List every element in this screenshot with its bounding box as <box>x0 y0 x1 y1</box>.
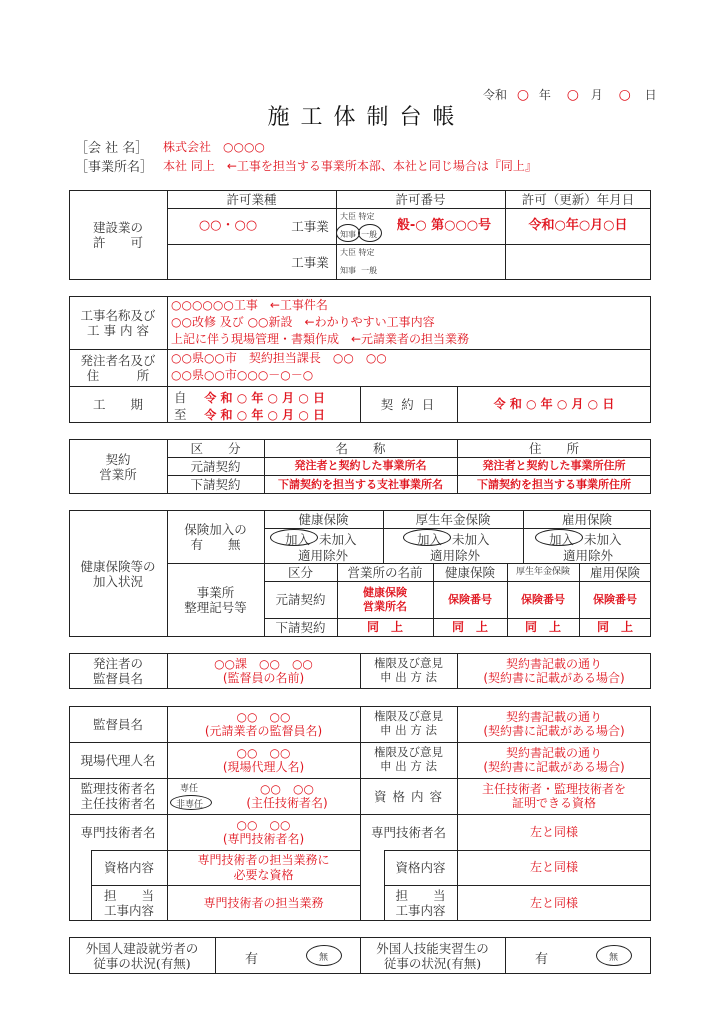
client-label-2: 住 所 <box>86 367 150 383</box>
header-employment: 雇用保険 <box>589 564 640 580</box>
employment-not-joined-option[interactable]: 未加入 <box>584 532 622 547</box>
spec-qual-2: 必要な資格 <box>233 867 294 882</box>
project-name-label-2: 工 事 内 容 <box>87 322 149 338</box>
sub-kind: 下請契約 <box>275 620 326 635</box>
col-permit-date: 許可（更新）年月日 <box>521 191 635 207</box>
client-lines[interactable] <box>171 350 387 384</box>
prime-office-name[interactable] <box>337 581 433 618</box>
foreign-trainees-label <box>360 937 505 974</box>
date-day-unit: 日 <box>644 88 657 102</box>
sub-contract-name[interactable]: 下請契約を担当する支社事業所名 <box>278 477 443 491</box>
sub-office-name[interactable]: 同 上 <box>366 620 403 635</box>
office-value[interactable]: 本社 同上 ←工事を担当する事業所本部、本社と同じ場合は『同上』 <box>163 159 537 173</box>
client-name-line[interactable]: ○○県○○市 契約担当課長 ○○ ○○ <box>171 351 387 365</box>
right-specialist-value[interactable]: 左と同様 <box>529 824 578 839</box>
engineer-qual-2: 証明できる資格 <box>511 796 596 810</box>
health-exempt-option[interactable]: 適用除外 <box>298 548 349 563</box>
sub-employment-number[interactable]: 同 上 <box>596 620 633 635</box>
spec-work-label-2: 工事内容 <box>103 903 154 918</box>
company-label: ［会 社 名］ <box>75 141 149 156</box>
health-joined-circle <box>270 529 318 546</box>
client-supervisor-name: ○○課 ○○ ○○ <box>214 656 313 671</box>
pension-not-joined-option[interactable]: 未加入 <box>452 532 490 547</box>
prime-kind: 元請契約 <box>275 592 326 607</box>
dedicated-option[interactable]: 専任 <box>180 784 199 794</box>
permit-minister-specific[interactable] <box>340 211 375 222</box>
foreign-trainees-yes[interactable]: 有 <box>535 952 549 967</box>
engineer-label-2: 主任技術者名 <box>80 796 156 811</box>
client-method-label-1: 権限及び意見 <box>374 656 443 671</box>
foreign-trainees-label-2: 従事の状況(有無) <box>383 955 482 971</box>
agent-method-label-1: 権限及び意見 <box>374 745 443 760</box>
client-method-value[interactable] <box>457 653 651 689</box>
permit-number-value[interactable]: 般-○ 第○○○号 <box>396 218 492 234</box>
client-method-1: 契約書記載の通り <box>505 656 602 671</box>
project-content-line[interactable]: ○○改修 及び ○○新設 ←わかりやすい工事内容 <box>171 315 435 329</box>
right-work-label-2: 工事内容 <box>395 903 446 918</box>
prime-office-name-2: 営業所名 <box>363 599 407 613</box>
client-label <box>69 349 167 386</box>
date-year-value[interactable]: ○ <box>516 87 530 103</box>
office-code-label <box>167 563 264 637</box>
permit-date-value[interactable]: 令和○年○月○日 <box>528 218 628 234</box>
col-name: 名 称 <box>335 440 386 456</box>
specialist-value[interactable] <box>167 814 360 850</box>
permit-type-value[interactable]: ○○・○○ <box>198 218 258 234</box>
right-specialist-label: 専門技術者名 <box>370 824 446 840</box>
client-supervisor-value[interactable] <box>167 653 360 689</box>
spec-work-label <box>91 885 167 921</box>
enrollment-label <box>167 510 264 563</box>
health-insurance-header: 健康保険 <box>298 511 349 527</box>
right-work-label <box>384 885 457 921</box>
engineer-note: (主任技術者名) <box>246 796 328 810</box>
foreign-trainees-label-1: 外国人技能実習生の <box>376 940 489 956</box>
period-label: 工 期 <box>92 397 143 412</box>
client-supervisor-label-1: 発注者の <box>92 656 143 671</box>
supervisor-method-2: (契約書に記載がある場合) <box>483 724 625 738</box>
supervisor-method-1: 契約書記載の通り <box>505 709 602 724</box>
project-duty-line[interactable]: 上記に伴う現場管理・書類作成 ←元請業者の担当業務 <box>171 332 470 346</box>
project-name-label-1: 工事名称及び <box>80 307 156 323</box>
date-year-unit: 年 <box>538 88 551 102</box>
col-permit-type: 許可業種 <box>226 191 277 207</box>
project-name-label <box>69 296 167 349</box>
period-from-prefix: 自 <box>174 390 187 405</box>
sub-contract-address[interactable]: 下請契約を担当する事業所住所 <box>477 477 631 491</box>
enrollment-label-2: 有 無 <box>190 536 241 552</box>
insurance-label-2: 加入状況 <box>92 573 143 589</box>
specific-option-2[interactable]: 特定 <box>358 248 375 257</box>
period-to-prefix: 至 <box>174 407 187 422</box>
contract-office-label <box>69 439 167 494</box>
foreign-workers-label-1: 外国人建設就労者の <box>85 940 199 956</box>
governor-selected-circle <box>336 224 360 242</box>
permit-governor-general-2[interactable] <box>340 265 377 276</box>
general-option-2[interactable]: 一般 <box>361 266 378 275</box>
pension-insurance-header: 厚生年金保険 <box>415 511 491 527</box>
foreign-trainees-no[interactable]: 無 <box>609 953 619 963</box>
foreign-trainees-no-circle <box>596 945 632 966</box>
foreign-workers-label <box>69 937 215 974</box>
non-dedicated-option[interactable]: 非専任 <box>176 800 204 810</box>
spec-qual-label: 資格内容 <box>103 860 154 875</box>
project-name-line[interactable]: ○○○○○○工事 ←工事件名 <box>171 298 328 312</box>
sub-health-number[interactable]: 同 上 <box>451 620 488 635</box>
supervisor-method-value[interactable] <box>457 706 651 742</box>
enrollment-label-1: 保険加入の <box>184 521 247 537</box>
col-kind: 区 分 <box>190 440 241 456</box>
contract-date-value[interactable]: 令 和 ○ 年 ○ 月 ○ 日 <box>493 397 615 412</box>
spec-work-value[interactable]: 専門技術者の担当業務 <box>203 895 324 910</box>
non-dedicated-circle <box>170 795 212 810</box>
site-agent-label: 現場代理人名 <box>80 752 156 768</box>
insurance-label <box>69 510 167 637</box>
health-joined-option[interactable]: 加入 <box>285 532 311 547</box>
contract-office-label-2: 営業所 <box>99 466 137 482</box>
foreign-workers-yes[interactable]: 有 <box>245 952 259 967</box>
right-work-label-1: 担 当 <box>395 888 446 903</box>
engineer-label-1: 監理技術者名 <box>80 781 156 796</box>
permit-type-suffix-2: 工事業 <box>291 254 329 270</box>
pension-joined-circle <box>403 529 451 546</box>
contract-office-label-1: 契約 <box>105 451 131 467</box>
health-not-joined-option[interactable]: 未加入 <box>319 532 357 547</box>
engineer-qual-1: 主任技術者・監理技術者を <box>481 781 626 796</box>
header-pension: 厚生年金保険 <box>515 566 570 577</box>
supervisor-name: ○○ ○○ <box>236 709 291 724</box>
client-label-1: 発注者名及び <box>80 352 156 368</box>
permit-minister-specific-2[interactable] <box>340 247 375 258</box>
engineer-label <box>69 778 167 814</box>
right-qual-label: 資格内容 <box>395 860 446 875</box>
agent-method-label <box>360 742 457 778</box>
specific-option[interactable]: 特定 <box>358 212 375 221</box>
col-permit-number: 許可番号 <box>395 191 446 207</box>
date-month-value[interactable]: ○ <box>566 87 579 103</box>
client-method-label <box>360 653 457 689</box>
permit-row-label <box>69 190 167 280</box>
supervisor-method-label <box>360 706 457 742</box>
specialist-name: ○○ ○○ <box>236 817 291 832</box>
client-method-2: (契約書に記載がある場合) <box>483 671 625 685</box>
spec-qual-1: 専門技術者の担当業務に <box>197 853 330 868</box>
agent-method-1: 契約書記載の通り <box>505 745 602 760</box>
header-kind: 区分 <box>287 564 313 580</box>
permit-type-suffix: 工事業 <box>291 218 329 234</box>
permit-label-line1: 建設業の <box>92 220 143 235</box>
employment-insurance-header: 雇用保険 <box>561 511 612 527</box>
supervisor-value[interactable] <box>167 706 360 742</box>
engineer-qual-label: 資 格 内 容 <box>374 788 443 804</box>
office-code-label-1: 事業所 <box>196 585 235 600</box>
client-supervisor-label <box>69 653 167 689</box>
engineer-qual-value[interactable] <box>457 778 651 814</box>
employment-exempt-option[interactable]: 適用除外 <box>563 548 614 563</box>
date-month-unit: 月 <box>590 88 603 102</box>
client-method-label-2: 申 出 方 法 <box>380 670 437 684</box>
governor-option-2[interactable]: 知事 <box>340 266 356 275</box>
sub-contract-kind: 下請契約 <box>190 477 241 492</box>
office-code-label-2: 整理記号等 <box>184 600 247 615</box>
engineer-value[interactable] <box>214 778 360 814</box>
prime-health-number[interactable]: 保険番号 <box>448 592 492 606</box>
date-prefix: 令和 <box>483 88 508 102</box>
site-agent-note: (現場代理人名) <box>222 760 305 774</box>
prime-employment-number[interactable]: 保険番号 <box>593 592 637 606</box>
prime-pension-number[interactable]: 保険番号 <box>521 592 565 606</box>
specialist-note: (専門技術者名) <box>222 832 305 846</box>
permit-label-line2: 許 可 <box>92 235 143 250</box>
governor-option[interactable]: 知事 <box>340 230 356 239</box>
right-qual-value[interactable]: 左と同様 <box>529 860 578 875</box>
supervisor-label: 監督員名 <box>92 716 143 732</box>
site-agent-value[interactable] <box>167 742 360 778</box>
period-from[interactable] <box>174 388 325 406</box>
employment-joined-option[interactable]: 加入 <box>549 532 575 547</box>
foreign-workers-label-2: 従事の状況(有無) <box>93 955 191 971</box>
agent-method-value[interactable] <box>457 742 651 778</box>
contract-date-label: 契 約 日 <box>380 397 437 412</box>
client-address-line[interactable]: ○○県○○市○○○－○－○ <box>171 368 314 382</box>
company-value[interactable]: 株式会社 ○○○○ <box>163 140 265 154</box>
period-from-value[interactable]: 令 和 ○ 年 ○ 月 ○ 日 <box>204 391 326 405</box>
date-day-value[interactable]: ○ <box>618 87 631 103</box>
sub-pension-number[interactable]: 同 上 <box>524 620 561 635</box>
pension-joined-option[interactable]: 加入 <box>417 532 443 547</box>
prime-office-name-1: 健康保険 <box>363 586 407 600</box>
supervisor-note: (元請業者の監督員名) <box>204 724 323 738</box>
spec-qual-value[interactable] <box>167 850 360 885</box>
specialist-label: 専門技術者名 <box>80 824 156 840</box>
supervisor-method-label-1: 権限及び意見 <box>374 709 443 724</box>
foreign-workers-no[interactable]: 無 <box>319 953 329 963</box>
general-selected-circle <box>358 224 382 242</box>
period-to[interactable] <box>174 405 325 423</box>
engineer-name: ○○ ○○ <box>260 781 314 796</box>
general-option[interactable]: 一般 <box>361 230 378 239</box>
site-agent-name: ○○ ○○ <box>236 745 291 760</box>
col-address: 住 所 <box>528 440 579 456</box>
employment-joined-circle <box>535 529 583 546</box>
agent-method-label-2: 申 出 方 法 <box>380 759 437 773</box>
spec-work-label-1: 担 当 <box>103 888 154 903</box>
foreign-workers-no-circle <box>306 945 342 966</box>
right-work-value[interactable]: 左と同様 <box>529 895 578 910</box>
pension-exempt-option[interactable]: 適用除外 <box>430 548 481 563</box>
period-to-value[interactable]: 令 和 ○ 年 ○ 月 ○ 日 <box>204 408 326 422</box>
office-label: ［事業所名］ <box>75 160 154 175</box>
minister-option[interactable]: 大臣 <box>340 212 356 221</box>
project-name-lines[interactable] <box>171 297 469 348</box>
prime-contract-address[interactable]: 発注者と契約した事業所住所 <box>482 459 626 473</box>
client-supervisor-note: (監督員の名前) <box>222 671 305 685</box>
prime-contract-name[interactable]: 発注者と契約した事業所名 <box>294 459 427 473</box>
client-supervisor-label-2: 監督員名 <box>92 671 143 686</box>
minister-option-2[interactable]: 大臣 <box>340 248 356 257</box>
page-title: 施 工 体 制 台 帳 <box>267 105 457 130</box>
supervisor-method-label-2: 申 出 方 法 <box>380 723 437 737</box>
header-health: 健康保険 <box>444 564 495 580</box>
insurance-label-1: 健康保険等の <box>80 558 156 574</box>
agent-method-2: (契約書に記載がある場合) <box>483 760 625 774</box>
prime-contract-kind: 元請契約 <box>190 458 241 474</box>
header-office-name: 営業所の名前 <box>347 564 423 580</box>
